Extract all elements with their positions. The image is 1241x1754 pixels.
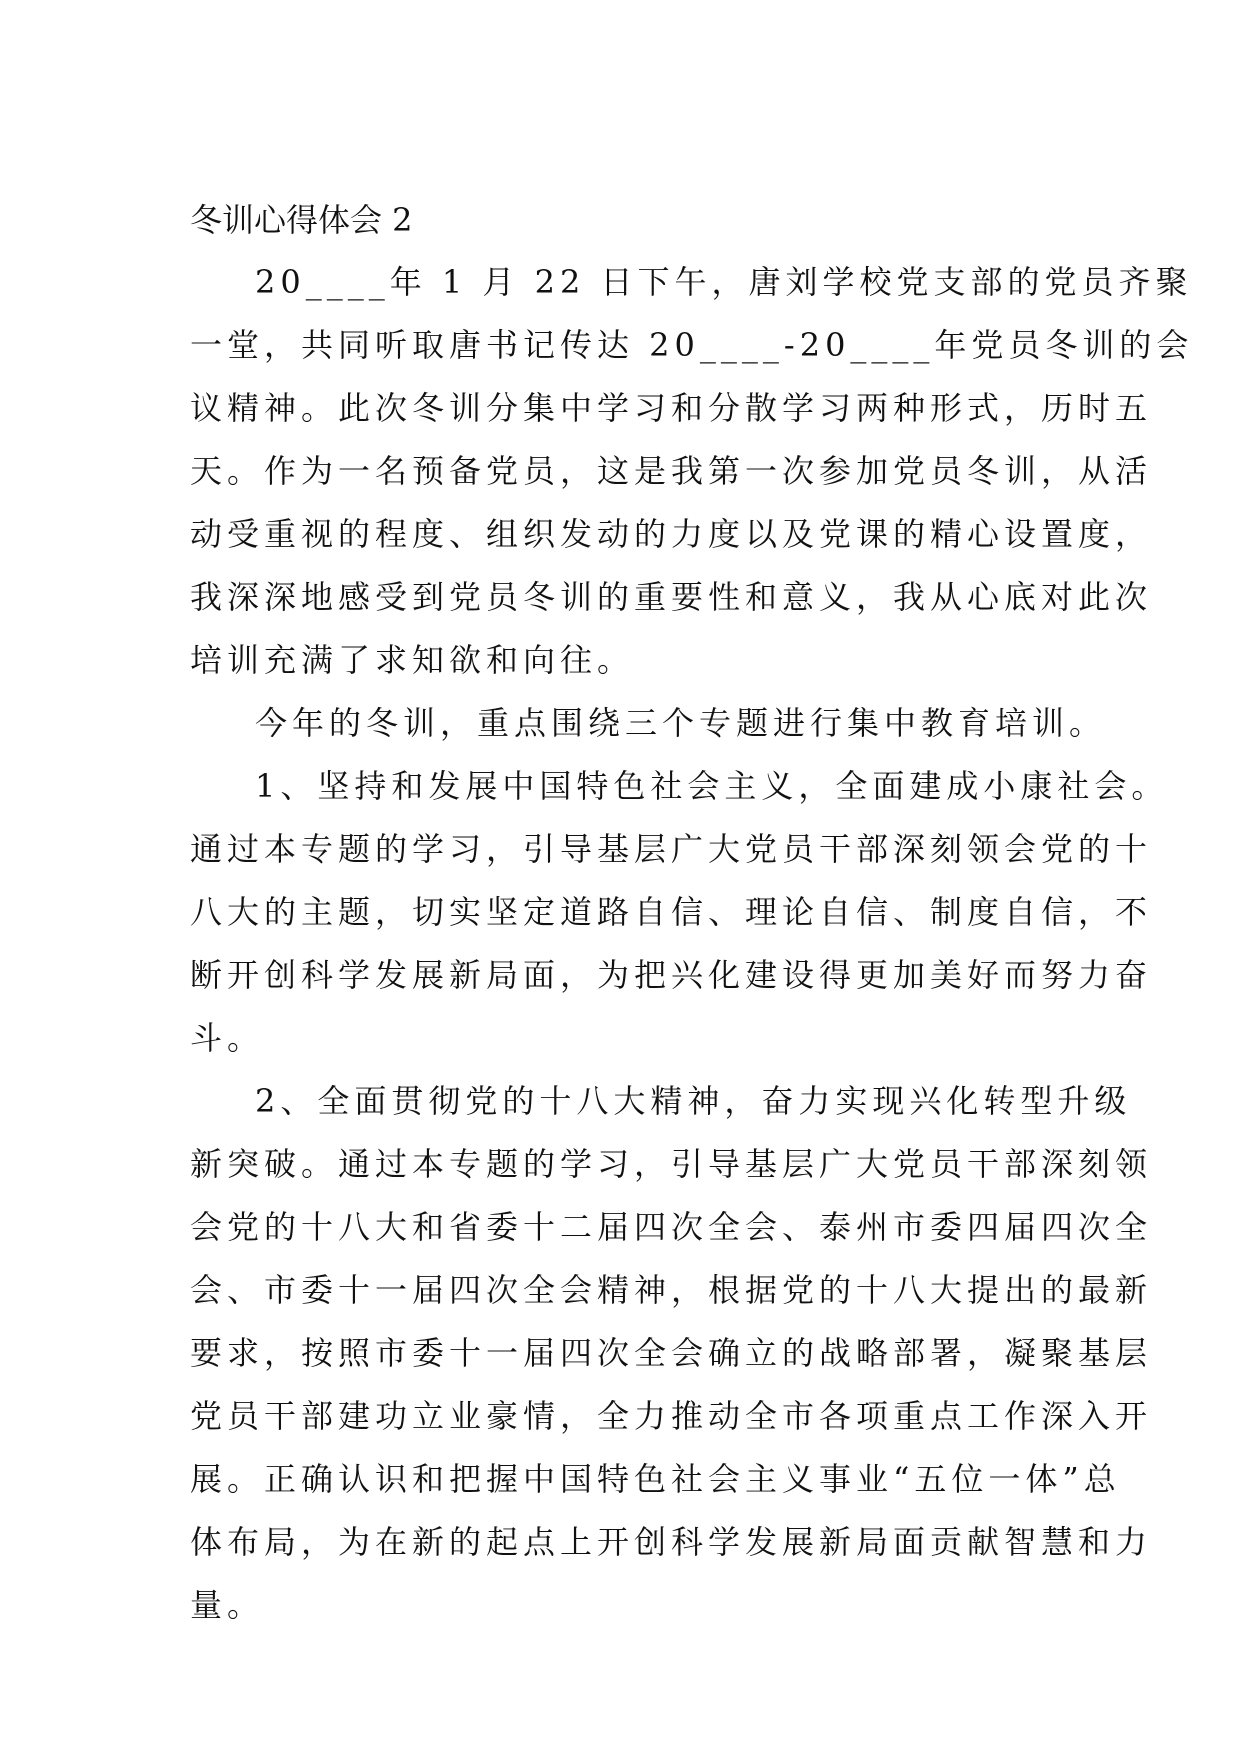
paragraph-3-line-4: 断开创科学发展新局面，为把兴化建设得更加美好而努力奋 [190, 956, 1153, 994]
paragraph-1-line-2: 一堂，共同听取唐书记传达 20____-20____年党员冬训的会 [190, 326, 1194, 364]
paragraph-1-line-6: 我深深地感受到党员冬训的重要性和意义，我从心底对此次 [190, 578, 1153, 616]
paragraph-4-line-4: 会、市委十一届四次全会精神，根据党的十八大提出的最新 [190, 1271, 1153, 1309]
paragraph-4-line-1: 2、全面贯彻党的十八大精神，奋力实现兴化转型升级 [255, 1082, 1132, 1120]
paragraph-4-line-6: 党员干部建功立业豪情，全力推动全市各项重点工作深入开 [190, 1397, 1153, 1435]
paragraph-3-line-3: 八大的主题，切实坚定道路自信、理论自信、制度自信，不 [190, 893, 1153, 931]
paragraph-4-line-3: 会党的十八大和省委十二届四次全会、泰州市委四届四次全 [190, 1208, 1153, 1246]
paragraph-4-line-8: 体布局，为在新的起点上开创科学发展新局面贡献智慧和力 [190, 1523, 1153, 1561]
paragraph-4-line-9: 量。 [190, 1586, 265, 1624]
paragraph-3-line-2: 通过本专题的学习，引导基层广大党员干部深刻领会党的十 [190, 830, 1153, 868]
paragraph-4-line-7: 展。正确认识和把握中国特色社会主义事业“五位一体”总 [190, 1460, 1121, 1498]
paragraph-1-line-3: 议精神。此次冬训分集中学习和分散学习两种形式，历时五 [190, 389, 1153, 427]
paragraph-1-line-5: 动受重视的程度、组织发动的力度以及党课的精心设置度， [190, 515, 1153, 553]
paragraph-4-line-5: 要求，按照市委十一届四次全会确立的战略部署，凝聚基层 [190, 1334, 1153, 1372]
paragraph-3-line-5: 斗。 [190, 1019, 265, 1057]
document-title: 冬训心得体会 2 [190, 201, 413, 239]
paragraph-1-line-1: 20____年 1 月 22 日下午，唐刘学校党支部的党员齐聚 [255, 263, 1193, 301]
paragraph-1-line-7: 培训充满了求知欲和向往。 [190, 641, 635, 679]
paragraph-1-line-4: 天。作为一名预备党员，这是我第一次参加党员冬训，从活 [190, 452, 1153, 490]
paragraph-2-line-1: 今年的冬训，重点围绕三个专题进行集中教育培训。 [255, 704, 1107, 742]
paragraph-3-line-1: 1、坚持和发展中国特色社会主义，全面建成小康社会。 [255, 767, 1169, 805]
paragraph-4-line-2: 新突破。通过本专题的学习，引导基层广大党员干部深刻领 [190, 1145, 1153, 1183]
